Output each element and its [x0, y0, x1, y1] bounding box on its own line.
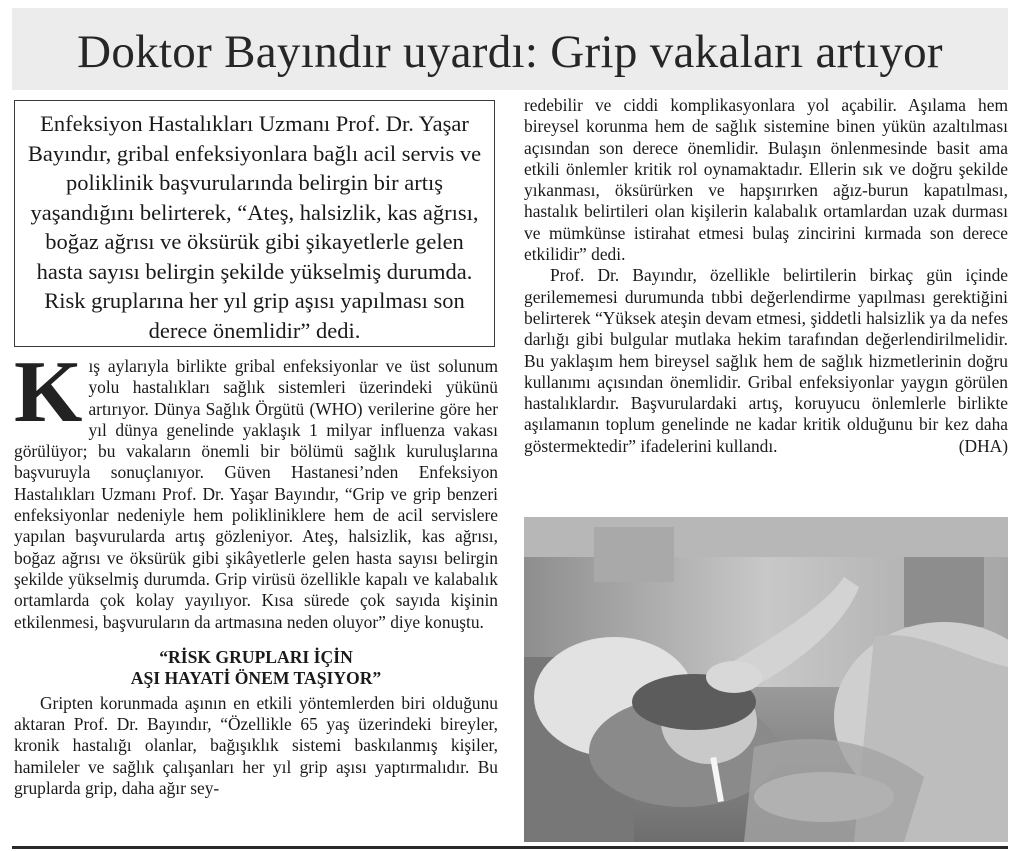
bottom-rule	[12, 846, 1008, 849]
article-column-right	[524, 95, 1008, 457]
source-credit: (DHA)	[958, 435, 1008, 456]
paragraph-2-start: Gripten korunmada aşının en etkili yöntemlerden biri olduğunu aktaran Prof. Dr. Bayındır, “Özellikle 65 yaş üzerindeki bireyler, kronik hastalığı olanlar, bağışıklık sistemi baskılanmış kişiler, hamileler ve sağlık çalışanları her yıl grip aşısı yaptırmalıdır. Bu gruplarda grip, daha ağır sey-	[14, 692, 498, 799]
lead-box	[14, 100, 495, 347]
subheading: “RİSK GRUPLARI İÇİN AŞI HAYATİ ÖNEM TAŞIYOR”	[130, 646, 382, 688]
headline: Doktor Bayındır uyardı: Grip vakaları artıyor	[77, 26, 943, 78]
paragraph-1: Kış aylarıyla birlikte gribal enfeksiyonlar ve üst solunum yolu hastalıkları sağlık sistemleri üzerindeki yükünü artırıyor. Dünya Sağlık Örgütü (WHO) verilerine göre her yıl dünya genelinde yaklaşık 1 milyar influenza vakası görülüyor; bu vakaların önemli bir bölümü sağlık kuruluşlarına başvuruyla sonuçlanıyor. Güven Hastanesi’nden Enfeksiyon Hastalıkları Uzmanı Prof. Dr. Yaşar Bayındır, “Grip ve grip benzeri enfeksiyonlar nedeniyle hem polikliniklere hem de acil servislere yapılan başvurularda artış gözleniyor. Ateş, halsizlik, kas ağrısı, boğaz ağrısı ve öksürük gibi şikâyetlerle gelen hasta sayısı belirgin şekilde yükselmiş durumda. Grip virüsü özellikle kapalı ve kalabalık ortamlarda çok kolay yayılıyor. Kısa sürede çok sayıda kişinin etkilenmesi, başvuruların da artmasına neden oluyor” diye konuştu.	[14, 344, 498, 632]
sick-woman-photo-icon	[524, 517, 1008, 842]
article-photo	[524, 517, 1008, 842]
paragraph-3: Prof. Dr. Bayındır, özellikle belirtilerin birkaç gün içinde gerilememesi durumunda tıbbi değerlendirme yapılması gerektiğini belirterek “Yüksek ateşin devam etmesi, şiddetli halsizlik ya da nefes darlığı gibi bulgular mutlaka hekim tarafından değerlendirilmelidir. Bu yaklaşım hem bireysel sağlık hem de sağlık hizmetlerinin doğru kullanımı açısından önemlidir. Gribal enfeksiyonlar yaygın görülen hastalıklardır. Başvurulardaki artış, koruyucu önlemlerle birlikte aşılamanın toplum genelinde ne kadar kritik olduğunu bir kez daha göstermektedir” ifadelerini kullandı. (DHA)	[524, 265, 1008, 456]
article-column-left	[14, 344, 498, 799]
lead-text: Enfeksiyon Hastalıkları Uzmanı Prof. Dr. Yaşar Bayındır, gribal enfeksiyonlara bağlı acil servis ve poliklinik başvurularında belirgin bir artış yaşandığını belirterek, “Ateş, halsizlik, kas ağrısı, boğaz ağrısı ve öksürük gibi şikayetlerle gelen hasta sayısı belirgin şekilde yükselmiş durumda. Risk gruplarına her yıl grip aşısı yapılması son derece önemlidir” dedi.	[27, 111, 482, 343]
paragraph-2-continued: redebilir ve ciddi komplikasyonlara yol açabilir. Aşılama hem bireysel korunma hem de sağlık sistemine binen yükün azaltılması açısından son derece önemlidir. Bulaşın önlenmesinde basit ama etkili önlemler kritik rol oynamaktadır. Ellerin sık ve doğru şekilde yıkanması, öksürürken ve hapşırırken ağız-burun kapatılması, hastalık belirtileri olan kişilerin kalabalık ortamlardan uzak durması ve mümkünse istirahat etmesi bulaş zincirini kırmada son derece etkilidir” dedi.	[524, 95, 1008, 265]
headline-banner	[12, 8, 1008, 90]
drop-cap: K	[14, 344, 83, 441]
